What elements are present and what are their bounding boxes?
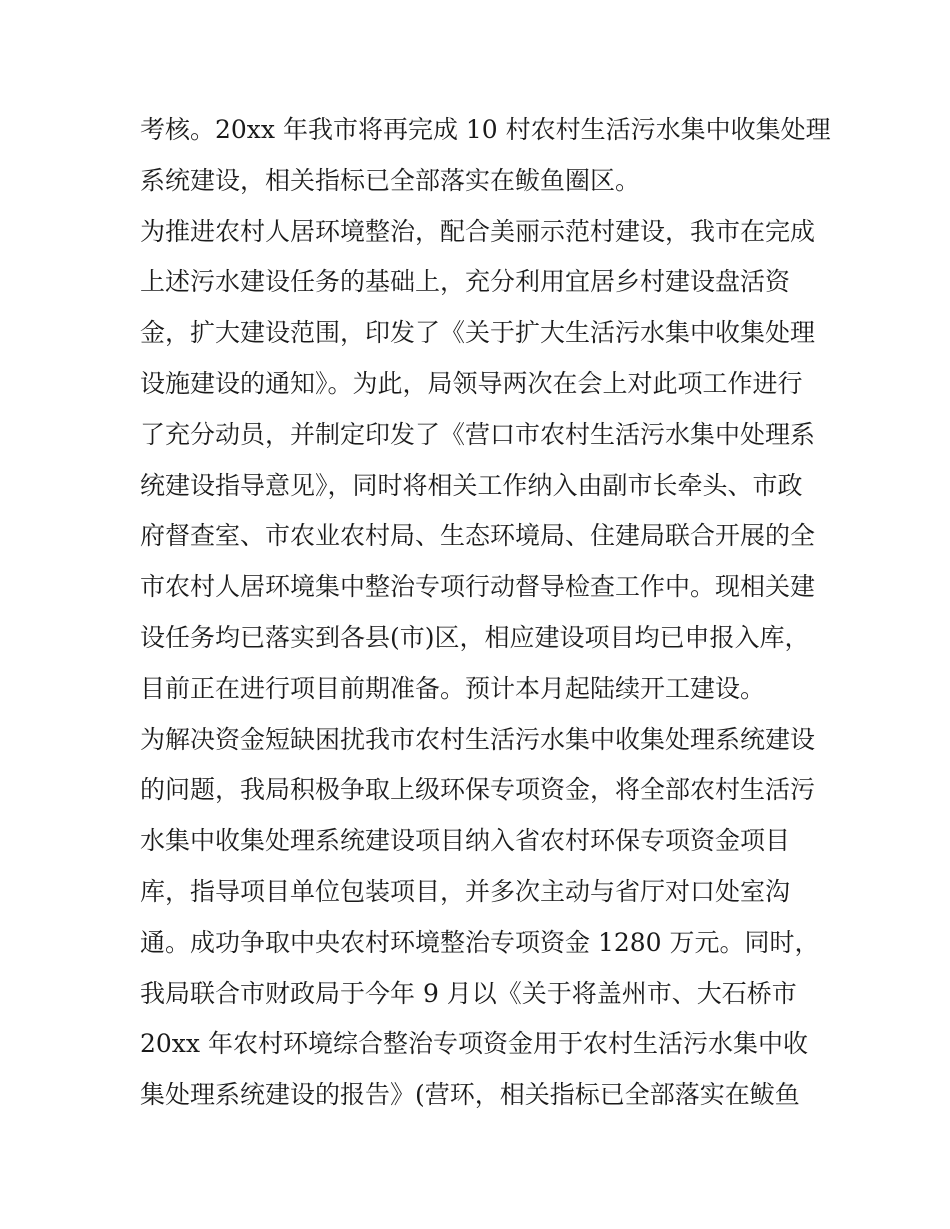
text-line: 考核。20xx 年我市将再完成 10 村农村生活污水集中收集处理 — [140, 115, 831, 144]
text-line: 设任务均已落实到各县(市)区，相应建设项目均已申报入库， — [140, 622, 810, 652]
text-line: 我局联合市财政局于今年 9 月以《关于将盖州市、大石桥市 — [140, 978, 797, 1008]
text-line: 统建设指导意见》，同时将相关工作纳入由副市长牵头、市政 — [140, 470, 803, 500]
text-line: 20xx 年农村环境综合整治专项资金用于农村生活污水集中收 — [140, 1029, 808, 1059]
text-line: 系统建设，相关指标已全部落实在鲅鱼圈区。 — [140, 165, 641, 195]
text-line: 为推进农村人居环境整治，配合美丽示范村建设，我市在完成 — [140, 216, 816, 246]
text-line: 库，指导项目单位包装项目，并多次主动与省厅对口处室沟 — [140, 876, 791, 906]
text-line: 目前正在进行项目前期准备。预计本月起陆续开工建设。 — [140, 673, 766, 703]
text-line: 通。成功争取中央农村环境整治专项资金 1280 万元。同时， — [140, 927, 820, 957]
text-line: 水集中收集处理系统建设项目纳入省农村环保专项资金项目 — [140, 826, 791, 856]
text-line: 市农村人居环境集中整治专项行动督导检查工作中。现相关建 — [140, 572, 816, 602]
text-line: 了充分动员，并制定印发了《营口市农村生活污水集中处理系 — [140, 419, 816, 449]
text-line: 为解决资金短缺困扰我市农村生活污水集中收集处理系统建设 — [140, 724, 816, 754]
text-line: 金，扩大建设范围，印发了《关于扩大生活污水集中收集处理 — [140, 318, 816, 348]
body-text — [140, 105, 830, 1121]
text-line: 集处理系统建设的报告》(营环，相关指标已全部落实在鲅鱼 — [140, 1080, 800, 1110]
text-line: 上述污水建设任务的基础上，充分利用宜居乡村建设盘活资 — [140, 267, 791, 297]
text-line: 的问题，我局积极争取上级环保专项资金，将全部农村生活污 — [140, 775, 816, 805]
text-line: 设施建设的通知》。为此，局领导两次在会上对此项工作进行 — [140, 368, 803, 398]
text-line: 府督查室、市农业农村局、生态环境局、住建局联合开展的全 — [140, 521, 816, 551]
